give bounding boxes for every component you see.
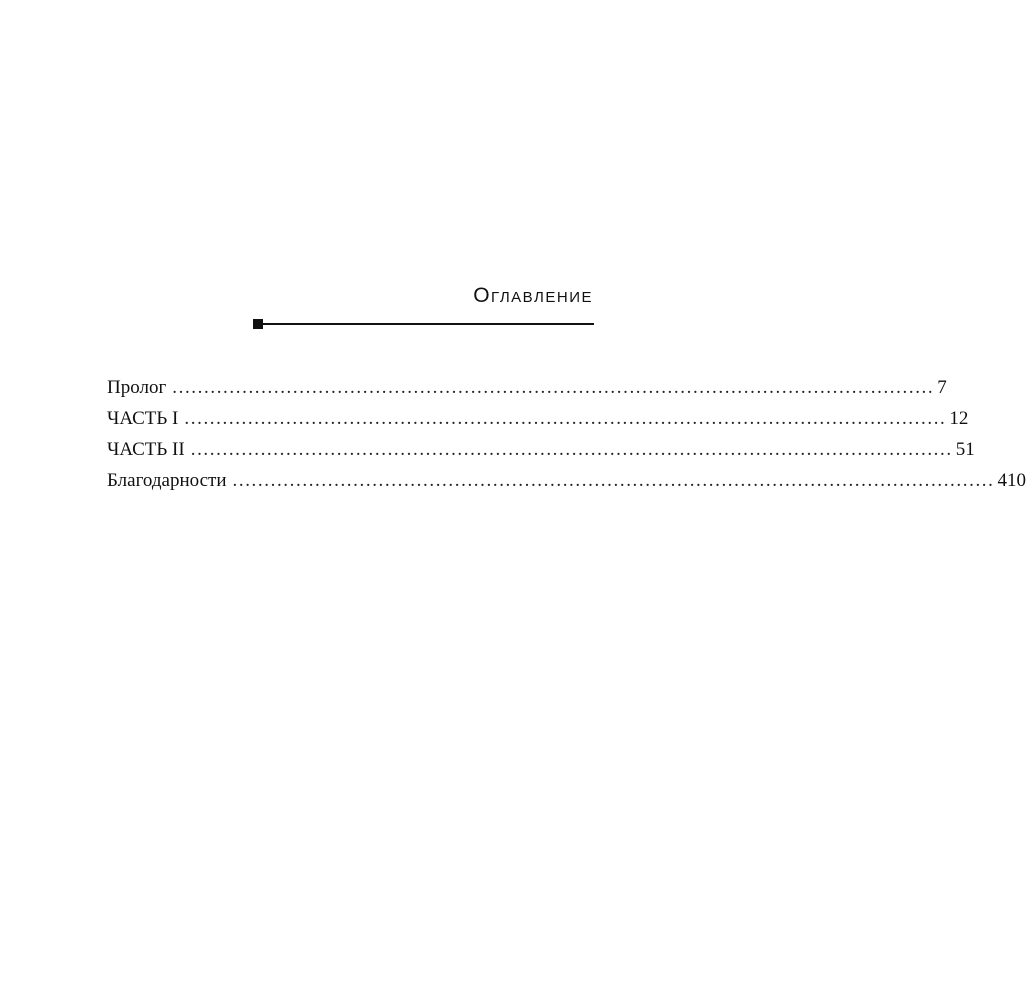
dot-leader: ........................................................................................................................	[190, 439, 953, 460]
toc-entry-prologue[interactable]	[107, 372, 947, 403]
toc-entry-part-2[interactable]	[107, 434, 975, 465]
dot-leader: ........................................................................................................................	[172, 377, 935, 398]
toc-entry-page: 410	[997, 470, 1026, 491]
toc-entry-page: 51	[955, 439, 975, 460]
toc-list	[107, 372, 1026, 496]
toc-entry-page: 12	[949, 408, 969, 429]
dot-leader: ........................................................................................................................	[232, 470, 995, 491]
toc-heading: Оглавление	[473, 284, 593, 307]
toc-entry-title: ЧАСТЬ I	[107, 408, 179, 429]
toc-entry-acknowledgements[interactable]	[107, 465, 1026, 496]
toc-entry-title: Пролог	[107, 377, 167, 398]
toc-entry-part-1[interactable]	[107, 403, 969, 434]
rule-line	[263, 323, 594, 325]
dot-leader: ........................................................................................................................	[184, 408, 947, 429]
square-bullet-icon	[253, 319, 263, 329]
heading-rule	[253, 319, 594, 329]
toc-entry-title: ЧАСТЬ II	[107, 439, 185, 460]
toc-entry-title: Благодарности	[107, 470, 227, 491]
toc-entry-page: 7	[937, 377, 947, 398]
